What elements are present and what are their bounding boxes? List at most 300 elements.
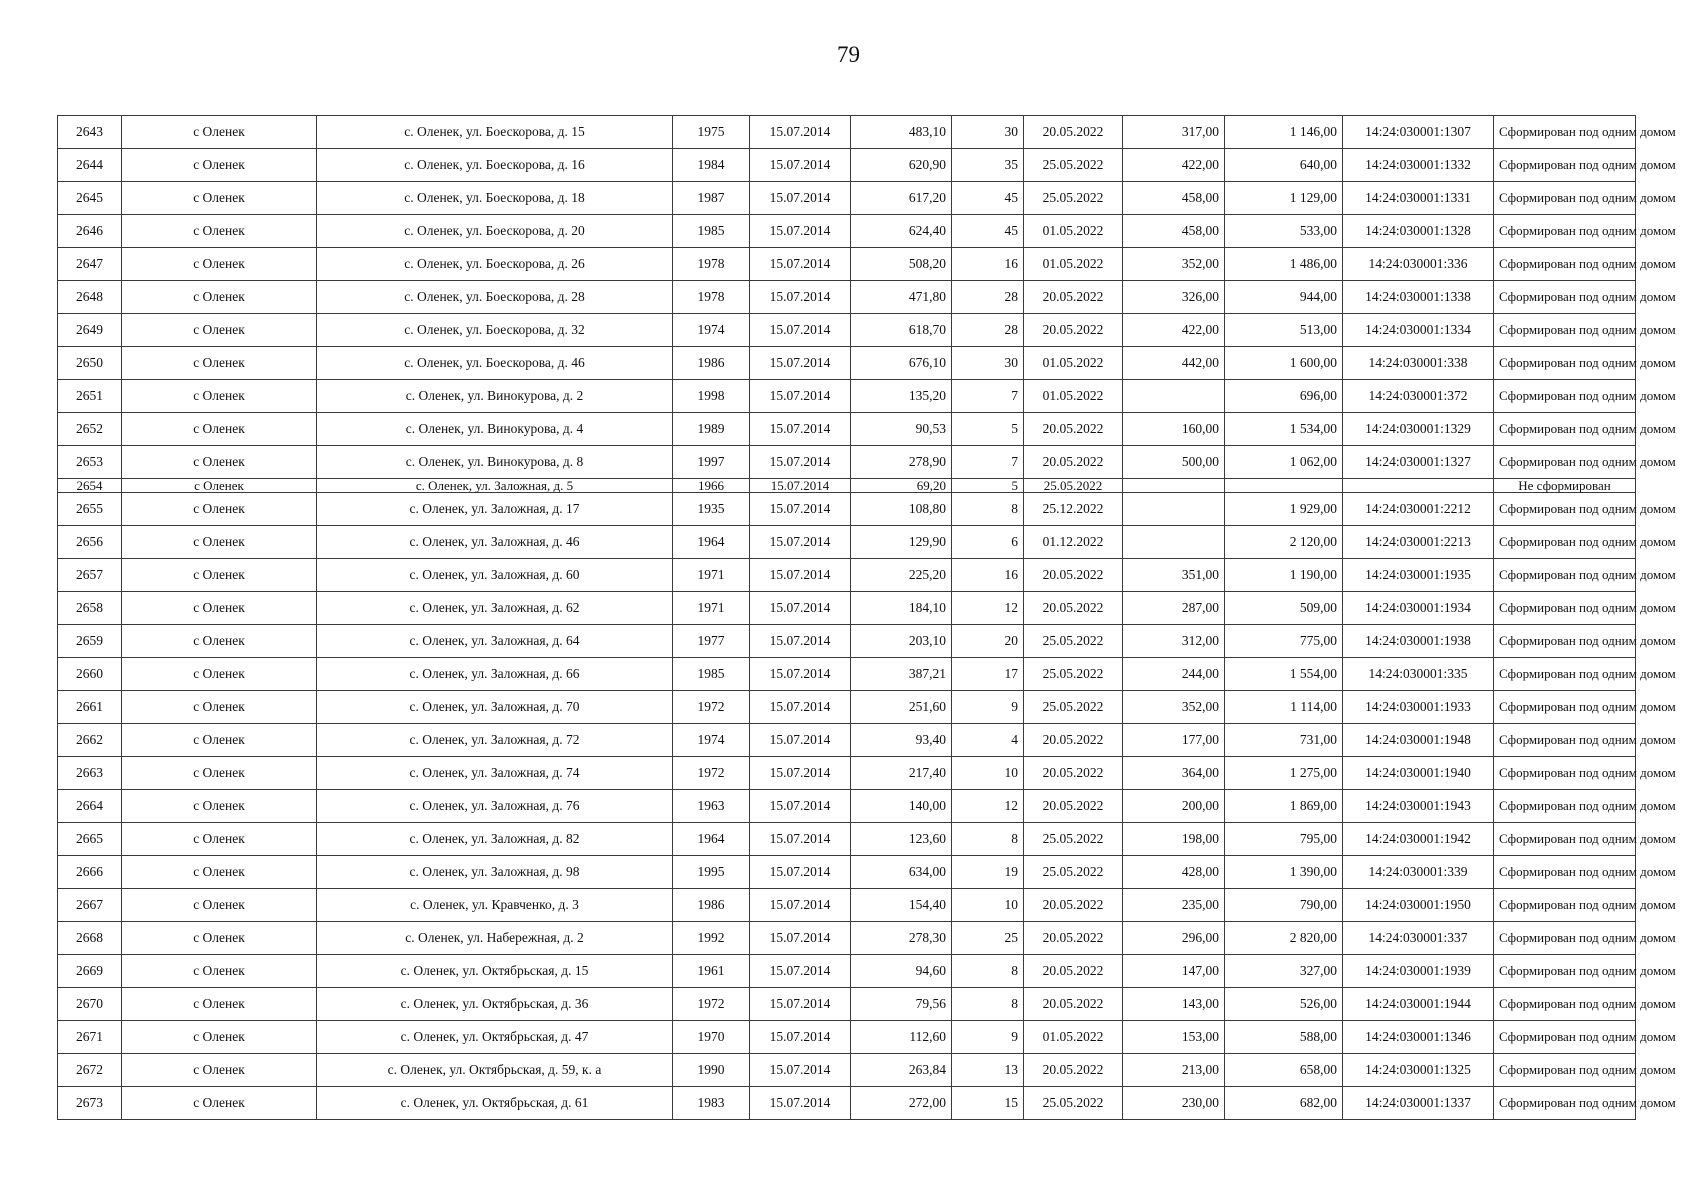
date-cell: 20.05.2022 xyxy=(1024,988,1123,1021)
area-cell: 508,20 xyxy=(851,248,952,281)
area-cell: 203,10 xyxy=(851,625,952,658)
area-cell: 428,00 xyxy=(1123,856,1225,889)
year-built-cell: 1974 xyxy=(673,314,750,347)
date-cell: 01.05.2022 xyxy=(1024,248,1123,281)
year-built-cell: 1974 xyxy=(673,724,750,757)
address-cell: с. Оленек, ул. Винокурова, д. 2 xyxy=(317,380,673,413)
year-built-cell: 1961 xyxy=(673,955,750,988)
land-area-cell: 1 554,00 xyxy=(1225,658,1343,691)
date-cell: 15.07.2014 xyxy=(750,347,851,380)
address-cell: с. Оленек, ул. Заложная, д. 98 xyxy=(317,856,673,889)
settlement-cell: с Оленек xyxy=(122,248,317,281)
table-row xyxy=(58,1021,1636,1054)
date-cell: 01.05.2022 xyxy=(1024,380,1123,413)
date-cell: 20.05.2022 xyxy=(1024,314,1123,347)
date-cell: 15.07.2014 xyxy=(750,790,851,823)
land-area-cell: 1 062,00 xyxy=(1225,446,1343,479)
area-cell: 352,00 xyxy=(1123,248,1225,281)
status-cell: Сформирован под одним домом xyxy=(1494,446,1636,479)
table-row xyxy=(58,724,1636,757)
address-cell: с. Оленек, ул. Заложная, д. 74 xyxy=(317,757,673,790)
count-cell: 12 xyxy=(952,592,1024,625)
year-built-cell: 1935 xyxy=(673,493,750,526)
year-built-cell: 1986 xyxy=(673,889,750,922)
area-cell: 422,00 xyxy=(1123,149,1225,182)
settlement-cell: с Оленек xyxy=(122,1021,317,1054)
area-cell: 676,10 xyxy=(851,347,952,380)
year-built-cell: 1995 xyxy=(673,856,750,889)
row-number-cell: 2646 xyxy=(58,215,122,248)
row-number-cell: 2665 xyxy=(58,823,122,856)
date-cell: 20.05.2022 xyxy=(1024,889,1123,922)
land-area-cell: 696,00 xyxy=(1225,380,1343,413)
cadastral-number-cell: 14:24:030001:2212 xyxy=(1343,493,1494,526)
settlement-cell: с Оленек xyxy=(122,658,317,691)
area-cell: 620,90 xyxy=(851,149,952,182)
cadastral-number-cell: 14:24:030001:1346 xyxy=(1343,1021,1494,1054)
count-cell: 28 xyxy=(952,314,1024,347)
table-row xyxy=(58,658,1636,691)
row-number-cell: 2672 xyxy=(58,1054,122,1087)
area-cell: 317,00 xyxy=(1123,116,1225,149)
area-cell: 352,00 xyxy=(1123,691,1225,724)
status-cell: Сформирован под одним домом xyxy=(1494,413,1636,446)
year-built-cell: 1998 xyxy=(673,380,750,413)
address-cell: с. Оленек, ул. Октябрьская, д. 59, к. а xyxy=(317,1054,673,1087)
row-number-cell: 2652 xyxy=(58,413,122,446)
date-cell: 20.05.2022 xyxy=(1024,724,1123,757)
cadastral-number-cell: 14:24:030001:1950 xyxy=(1343,889,1494,922)
date-cell: 15.07.2014 xyxy=(750,479,851,493)
row-number-cell: 2649 xyxy=(58,314,122,347)
table-row xyxy=(58,955,1636,988)
date-cell: 15.07.2014 xyxy=(750,757,851,790)
settlement-cell: с Оленек xyxy=(122,724,317,757)
date-cell: 15.07.2014 xyxy=(750,724,851,757)
status-cell: Сформирован под одним домом xyxy=(1494,988,1636,1021)
area-cell: 143,00 xyxy=(1123,988,1225,1021)
date-cell: 15.07.2014 xyxy=(750,1021,851,1054)
settlement-cell: с Оленек xyxy=(122,479,317,493)
date-cell: 15.07.2014 xyxy=(750,248,851,281)
area-cell: 296,00 xyxy=(1123,922,1225,955)
settlement-cell: с Оленек xyxy=(122,823,317,856)
date-cell: 15.07.2014 xyxy=(750,625,851,658)
area-cell: 272,00 xyxy=(851,1087,952,1120)
date-cell: 25.05.2022 xyxy=(1024,149,1123,182)
status-cell: Сформирован под одним домом xyxy=(1494,1021,1636,1054)
cadastral-number-cell: 14:24:030001:1943 xyxy=(1343,790,1494,823)
settlement-cell: с Оленек xyxy=(122,1087,317,1120)
status-cell: Сформирован под одним домом xyxy=(1494,790,1636,823)
area-cell: 198,00 xyxy=(1123,823,1225,856)
table-row xyxy=(58,691,1636,724)
area-cell: 147,00 xyxy=(1123,955,1225,988)
count-cell: 6 xyxy=(952,526,1024,559)
row-number-cell: 2643 xyxy=(58,116,122,149)
status-cell: Сформирован под одним домом xyxy=(1494,248,1636,281)
address-cell: с. Оленек, ул. Боескорова, д. 15 xyxy=(317,116,673,149)
land-area-cell: 513,00 xyxy=(1225,314,1343,347)
address-cell: с. Оленек, ул. Заложная, д. 66 xyxy=(317,658,673,691)
row-number-cell: 2655 xyxy=(58,493,122,526)
cadastral-number-cell: 14:24:030001:339 xyxy=(1343,856,1494,889)
area-cell: 129,90 xyxy=(851,526,952,559)
address-cell: с. Оленек, ул. Боескорова, д. 16 xyxy=(317,149,673,182)
year-built-cell: 1966 xyxy=(673,479,750,493)
date-cell: 25.05.2022 xyxy=(1024,1087,1123,1120)
date-cell: 01.12.2022 xyxy=(1024,526,1123,559)
date-cell: 25.05.2022 xyxy=(1024,479,1123,493)
count-cell: 10 xyxy=(952,889,1024,922)
area-cell: 79,56 xyxy=(851,988,952,1021)
date-cell: 25.05.2022 xyxy=(1024,691,1123,724)
year-built-cell: 1983 xyxy=(673,1087,750,1120)
area-cell: 93,40 xyxy=(851,724,952,757)
land-area-cell: 795,00 xyxy=(1225,823,1343,856)
date-cell: 25.05.2022 xyxy=(1024,182,1123,215)
cadastral-number-cell: 14:24:030001:1948 xyxy=(1343,724,1494,757)
year-built-cell: 1997 xyxy=(673,446,750,479)
area-cell: 230,00 xyxy=(1123,1087,1225,1120)
area-cell: 244,00 xyxy=(1123,658,1225,691)
count-cell: 13 xyxy=(952,1054,1024,1087)
year-built-cell: 1977 xyxy=(673,625,750,658)
row-number-cell: 2645 xyxy=(58,182,122,215)
date-cell: 15.07.2014 xyxy=(750,658,851,691)
count-cell: 10 xyxy=(952,757,1024,790)
year-built-cell: 1984 xyxy=(673,149,750,182)
settlement-cell: с Оленек xyxy=(122,625,317,658)
land-area-cell: 1 114,00 xyxy=(1225,691,1343,724)
area-cell: 69,20 xyxy=(851,479,952,493)
table-row xyxy=(58,479,1636,493)
area-cell xyxy=(1123,526,1225,559)
cadastral-number-cell: 14:24:030001:1933 xyxy=(1343,691,1494,724)
area-cell: 160,00 xyxy=(1123,413,1225,446)
area-cell: 94,60 xyxy=(851,955,952,988)
date-cell: 25.05.2022 xyxy=(1024,658,1123,691)
address-cell: с. Оленек, ул. Заложная, д. 64 xyxy=(317,625,673,658)
table-row xyxy=(58,625,1636,658)
year-built-cell: 1990 xyxy=(673,1054,750,1087)
status-cell: Сформирован под одним домом xyxy=(1494,955,1636,988)
table-row xyxy=(58,757,1636,790)
area-cell: 458,00 xyxy=(1123,182,1225,215)
year-built-cell: 1971 xyxy=(673,592,750,625)
area-cell: 213,00 xyxy=(1123,1054,1225,1087)
settlement-cell: с Оленек xyxy=(122,559,317,592)
area-cell: 471,80 xyxy=(851,281,952,314)
row-number-cell: 2657 xyxy=(58,559,122,592)
area-cell: 483,10 xyxy=(851,116,952,149)
row-number-cell: 2654 xyxy=(58,479,122,493)
date-cell: 15.07.2014 xyxy=(750,691,851,724)
year-built-cell: 1992 xyxy=(673,922,750,955)
date-cell: 15.07.2014 xyxy=(750,856,851,889)
date-cell: 20.05.2022 xyxy=(1024,413,1123,446)
area-cell: 351,00 xyxy=(1123,559,1225,592)
table-row xyxy=(58,347,1636,380)
area-cell xyxy=(1123,380,1225,413)
row-number-cell: 2673 xyxy=(58,1087,122,1120)
count-cell: 8 xyxy=(952,823,1024,856)
count-cell: 9 xyxy=(952,691,1024,724)
land-area-cell: 1 600,00 xyxy=(1225,347,1343,380)
row-number-cell: 2668 xyxy=(58,922,122,955)
table-row xyxy=(58,413,1636,446)
land-area-cell: 1 190,00 xyxy=(1225,559,1343,592)
address-cell: с. Оленек, ул. Боескорова, д. 32 xyxy=(317,314,673,347)
cadastral-number-cell: 14:24:030001:1935 xyxy=(1343,559,1494,592)
settlement-cell: с Оленек xyxy=(122,526,317,559)
land-area-cell: 944,00 xyxy=(1225,281,1343,314)
table-row xyxy=(58,215,1636,248)
count-cell: 45 xyxy=(952,182,1024,215)
land-area-cell: 1 129,00 xyxy=(1225,182,1343,215)
area-cell: 200,00 xyxy=(1123,790,1225,823)
status-cell: Сформирован под одним домом xyxy=(1494,625,1636,658)
land-area-cell xyxy=(1225,479,1343,493)
year-built-cell: 1972 xyxy=(673,988,750,1021)
area-cell xyxy=(1123,493,1225,526)
land-area-cell: 533,00 xyxy=(1225,215,1343,248)
settlement-cell: с Оленек xyxy=(122,182,317,215)
table-body xyxy=(58,116,1676,1120)
table-row xyxy=(58,526,1636,559)
row-number-cell: 2653 xyxy=(58,446,122,479)
table-row xyxy=(58,922,1636,955)
count-cell: 8 xyxy=(952,955,1024,988)
land-area-cell: 2 120,00 xyxy=(1225,526,1343,559)
area-cell: 225,20 xyxy=(851,559,952,592)
year-built-cell: 1975 xyxy=(673,116,750,149)
settlement-cell: с Оленек xyxy=(122,149,317,182)
date-cell: 15.07.2014 xyxy=(750,889,851,922)
land-area-cell: 588,00 xyxy=(1225,1021,1343,1054)
count-cell: 12 xyxy=(952,790,1024,823)
date-cell: 01.05.2022 xyxy=(1024,215,1123,248)
cadastral-number-cell: 14:24:030001:1940 xyxy=(1343,757,1494,790)
table-row xyxy=(58,823,1636,856)
row-number-cell: 2650 xyxy=(58,347,122,380)
land-area-cell: 775,00 xyxy=(1225,625,1343,658)
settlement-cell: с Оленек xyxy=(122,691,317,724)
status-cell: Сформирован под одним домом xyxy=(1494,823,1636,856)
date-cell: 15.07.2014 xyxy=(750,413,851,446)
table-row xyxy=(58,592,1636,625)
address-cell: с. Оленек, ул. Заложная, д. 70 xyxy=(317,691,673,724)
address-cell: с. Оленек, ул. Октябрьская, д. 47 xyxy=(317,1021,673,1054)
area-cell: 278,90 xyxy=(851,446,952,479)
address-cell: с. Оленек, ул. Кравченко, д. 3 xyxy=(317,889,673,922)
area-cell: 617,20 xyxy=(851,182,952,215)
count-cell: 7 xyxy=(952,446,1024,479)
settlement-cell: с Оленек xyxy=(122,790,317,823)
area-cell: 364,00 xyxy=(1123,757,1225,790)
row-number-cell: 2670 xyxy=(58,988,122,1021)
land-area-cell: 1 534,00 xyxy=(1225,413,1343,446)
settlement-cell: с Оленек xyxy=(122,889,317,922)
land-area-cell: 731,00 xyxy=(1225,724,1343,757)
settlement-cell: с Оленек xyxy=(122,592,317,625)
area-cell: 140,00 xyxy=(851,790,952,823)
year-built-cell: 1978 xyxy=(673,248,750,281)
row-number-cell: 2662 xyxy=(58,724,122,757)
land-area-cell: 1 869,00 xyxy=(1225,790,1343,823)
year-built-cell: 1972 xyxy=(673,691,750,724)
status-cell: Сформирован под одним домом xyxy=(1494,691,1636,724)
date-cell: 15.07.2014 xyxy=(750,314,851,347)
settlement-cell: с Оленек xyxy=(122,380,317,413)
table-row xyxy=(58,149,1636,182)
count-cell: 4 xyxy=(952,724,1024,757)
cadastral-number-cell: 14:24:030001:1939 xyxy=(1343,955,1494,988)
land-area-cell: 640,00 xyxy=(1225,149,1343,182)
table-row xyxy=(58,380,1636,413)
cadastral-number-cell: 14:24:030001:1327 xyxy=(1343,446,1494,479)
cadastral-number-cell: 14:24:030001:1334 xyxy=(1343,314,1494,347)
date-cell: 15.07.2014 xyxy=(750,446,851,479)
date-cell: 20.05.2022 xyxy=(1024,955,1123,988)
address-cell: с. Оленек, ул. Винокурова, д. 8 xyxy=(317,446,673,479)
area-cell: 422,00 xyxy=(1123,314,1225,347)
address-cell: с. Оленек, ул. Заложная, д. 17 xyxy=(317,493,673,526)
table-row xyxy=(58,446,1636,479)
area-cell: 624,40 xyxy=(851,215,952,248)
address-cell: с. Оленек, ул. Заложная, д. 72 xyxy=(317,724,673,757)
year-built-cell: 1978 xyxy=(673,281,750,314)
address-cell: с. Оленек, ул. Октябрьская, д. 15 xyxy=(317,955,673,988)
settlement-cell: с Оленек xyxy=(122,922,317,955)
date-cell: 15.07.2014 xyxy=(750,559,851,592)
address-cell: с. Оленек, ул. Заложная, д. 62 xyxy=(317,592,673,625)
area-cell: 90,53 xyxy=(851,413,952,446)
area-cell: 634,00 xyxy=(851,856,952,889)
area-cell: 153,00 xyxy=(1123,1021,1225,1054)
status-cell: Сформирован под одним домом xyxy=(1494,724,1636,757)
table-row xyxy=(58,790,1636,823)
cadastral-number-cell: 14:24:030001:337 xyxy=(1343,922,1494,955)
date-cell: 20.05.2022 xyxy=(1024,757,1123,790)
land-area-cell: 1 275,00 xyxy=(1225,757,1343,790)
count-cell: 16 xyxy=(952,559,1024,592)
row-number-cell: 2647 xyxy=(58,248,122,281)
row-number-cell: 2666 xyxy=(58,856,122,889)
table-row xyxy=(58,314,1636,347)
table-row xyxy=(58,281,1636,314)
settlement-cell: с Оленек xyxy=(122,347,317,380)
status-cell: Сформирован под одним домом xyxy=(1494,889,1636,922)
row-number-cell: 2667 xyxy=(58,889,122,922)
cadastral-number-cell: 14:24:030001:1329 xyxy=(1343,413,1494,446)
row-number-cell: 2656 xyxy=(58,526,122,559)
date-cell: 25.05.2022 xyxy=(1024,625,1123,658)
area-cell: 263,84 xyxy=(851,1054,952,1087)
count-cell: 5 xyxy=(952,479,1024,493)
date-cell: 01.05.2022 xyxy=(1024,1021,1123,1054)
date-cell: 15.07.2014 xyxy=(750,149,851,182)
date-cell: 15.07.2014 xyxy=(750,823,851,856)
land-area-cell: 2 820,00 xyxy=(1225,922,1343,955)
area-cell: 442,00 xyxy=(1123,347,1225,380)
count-cell: 20 xyxy=(952,625,1024,658)
settlement-cell: с Оленек xyxy=(122,281,317,314)
count-cell: 16 xyxy=(952,248,1024,281)
land-area-cell: 658,00 xyxy=(1225,1054,1343,1087)
row-number-cell: 2664 xyxy=(58,790,122,823)
land-area-cell: 1 486,00 xyxy=(1225,248,1343,281)
address-cell: с. Оленек, ул. Заложная, д. 76 xyxy=(317,790,673,823)
count-cell: 25 xyxy=(952,922,1024,955)
address-cell: с. Оленек, ул. Октябрьская, д. 36 xyxy=(317,988,673,1021)
land-area-cell: 790,00 xyxy=(1225,889,1343,922)
settlement-cell: с Оленек xyxy=(122,757,317,790)
row-number-cell: 2663 xyxy=(58,757,122,790)
land-area-cell: 1 390,00 xyxy=(1225,856,1343,889)
cadastral-number-cell: 14:24:030001:1337 xyxy=(1343,1087,1494,1120)
status-cell: Сформирован под одним домом xyxy=(1494,757,1636,790)
status-cell: Не сформирован xyxy=(1494,479,1636,493)
status-cell: Сформирован под одним домом xyxy=(1494,592,1636,625)
date-cell: 15.07.2014 xyxy=(750,182,851,215)
date-cell: 25.05.2022 xyxy=(1024,856,1123,889)
area-cell: 287,00 xyxy=(1123,592,1225,625)
area-cell: 235,00 xyxy=(1123,889,1225,922)
settlement-cell: с Оленек xyxy=(122,116,317,149)
cadastral-number-cell: 14:24:030001:372 xyxy=(1343,380,1494,413)
table-row xyxy=(58,493,1636,526)
year-built-cell: 1963 xyxy=(673,790,750,823)
row-number-cell: 2669 xyxy=(58,955,122,988)
page-number: 79 xyxy=(837,42,860,67)
count-cell: 15 xyxy=(952,1087,1024,1120)
land-area-cell: 1 146,00 xyxy=(1225,116,1343,149)
count-cell: 9 xyxy=(952,1021,1024,1054)
area-cell: 184,10 xyxy=(851,592,952,625)
cadastral-number-cell xyxy=(1343,479,1494,493)
count-cell: 17 xyxy=(952,658,1024,691)
status-cell: Сформирован под одним домом xyxy=(1494,149,1636,182)
area-cell: 278,30 xyxy=(851,922,952,955)
address-cell: с. Оленек, ул. Заложная, д. 5 xyxy=(317,479,673,493)
row-number-cell: 2659 xyxy=(58,625,122,658)
settlement-cell: с Оленек xyxy=(122,215,317,248)
count-cell: 7 xyxy=(952,380,1024,413)
address-cell: с. Оленек, ул. Заложная, д. 60 xyxy=(317,559,673,592)
area-cell: 458,00 xyxy=(1123,215,1225,248)
area-cell xyxy=(1123,479,1225,493)
date-cell: 20.05.2022 xyxy=(1024,1054,1123,1087)
area-cell: 500,00 xyxy=(1123,446,1225,479)
status-cell: Сформирован под одним домом xyxy=(1494,347,1636,380)
housing-registry-table xyxy=(57,115,1676,1120)
status-cell: Сформирован под одним домом xyxy=(1494,116,1636,149)
date-cell: 15.07.2014 xyxy=(750,1087,851,1120)
row-number-cell: 2651 xyxy=(58,380,122,413)
area-cell: 326,00 xyxy=(1123,281,1225,314)
land-area-cell: 327,00 xyxy=(1225,955,1343,988)
table-row xyxy=(58,856,1636,889)
cadastral-number-cell: 14:24:030001:1325 xyxy=(1343,1054,1494,1087)
date-cell: 15.07.2014 xyxy=(750,988,851,1021)
date-cell: 25.05.2022 xyxy=(1024,823,1123,856)
row-number-cell: 2644 xyxy=(58,149,122,182)
table-row xyxy=(58,889,1636,922)
cadastral-number-cell: 14:24:030001:1338 xyxy=(1343,281,1494,314)
year-built-cell: 1964 xyxy=(673,823,750,856)
address-cell: с. Оленек, ул. Боескорова, д. 28 xyxy=(317,281,673,314)
